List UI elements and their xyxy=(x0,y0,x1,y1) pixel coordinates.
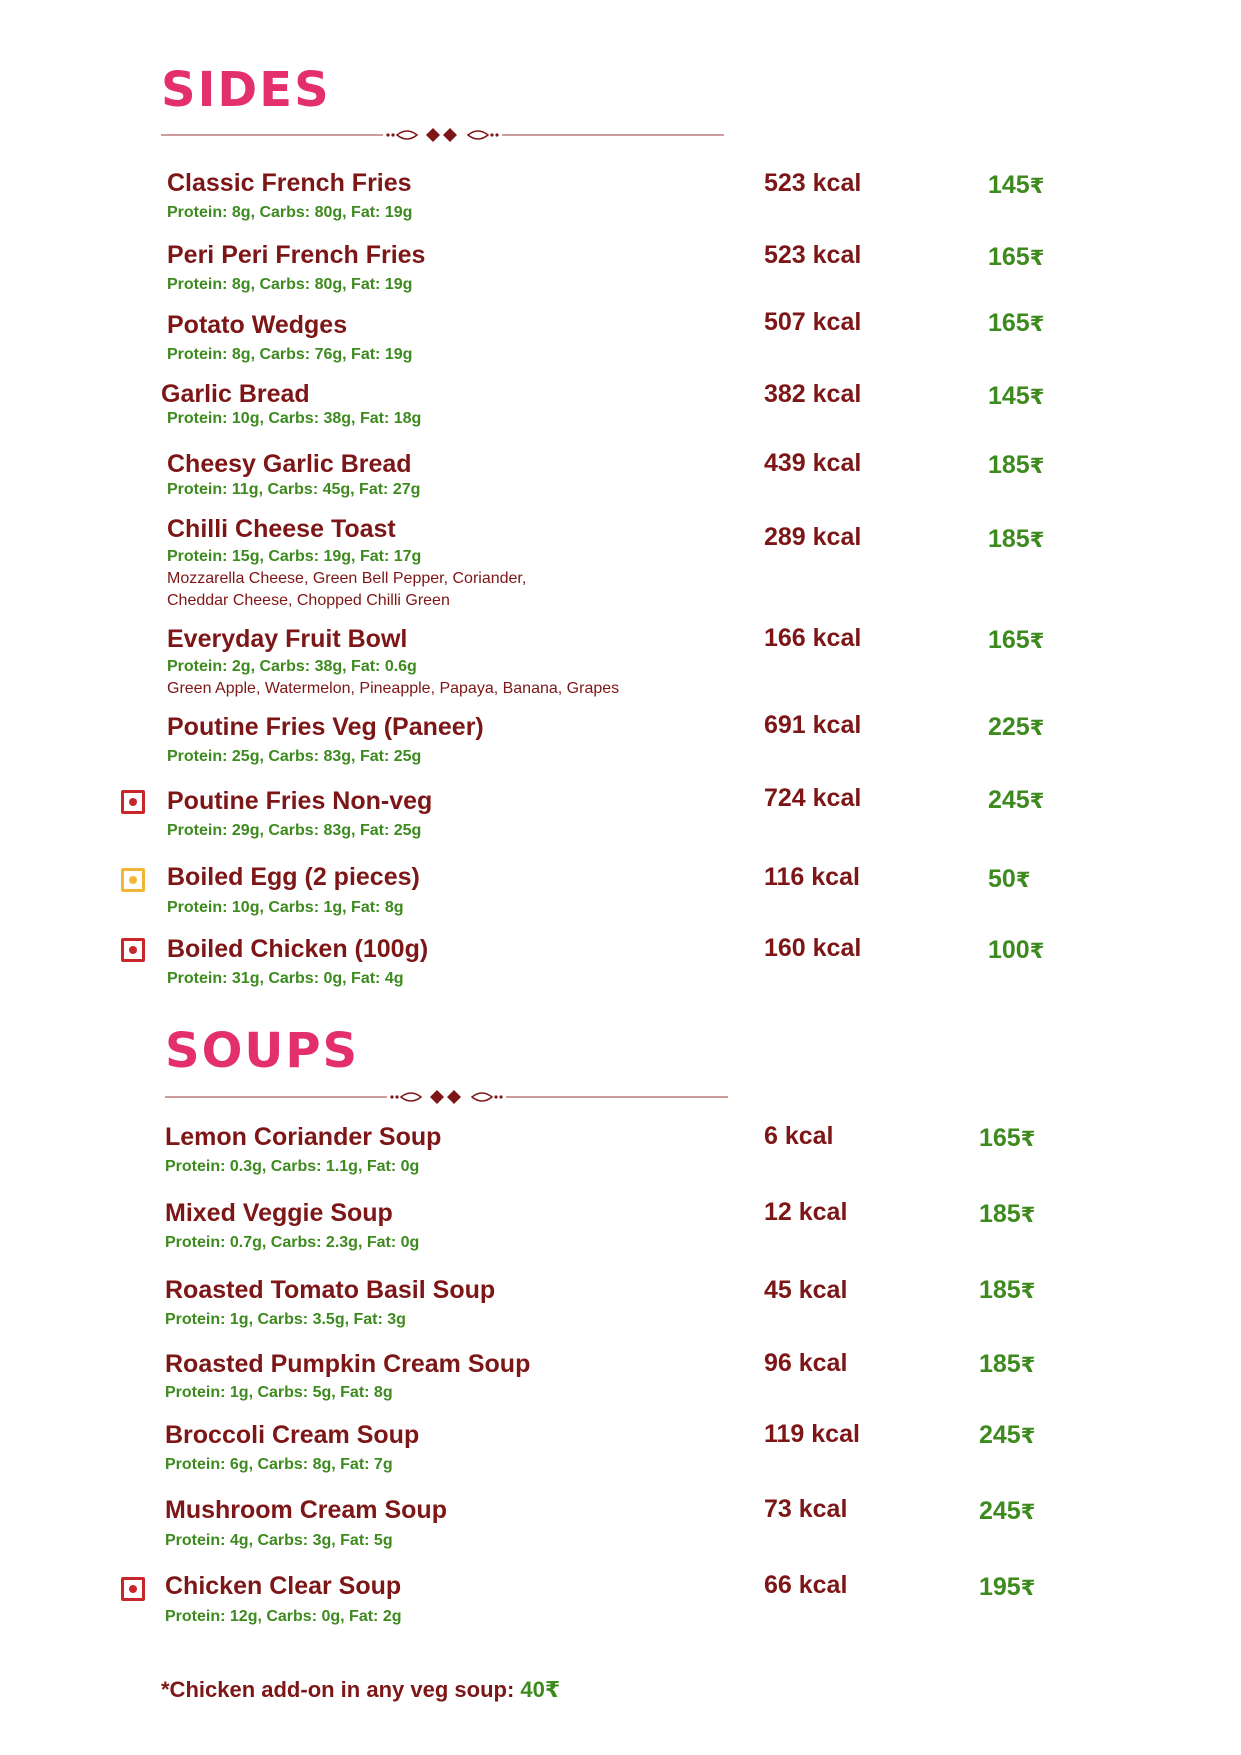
item-kcal: 523 kcal xyxy=(764,169,862,197)
item-price: 145₹ xyxy=(988,171,1045,199)
item-macros: Protein: 15g, Carbs: 19g, Fat: 17g xyxy=(167,548,422,565)
footnote-price: 40₹ xyxy=(520,1677,561,1702)
item-price: 225₹ xyxy=(988,713,1045,741)
item-name: Garlic Bread xyxy=(161,380,310,408)
item-kcal: 73 kcal xyxy=(764,1495,848,1523)
rupee-icon: ₹ xyxy=(544,1677,561,1702)
item-kcal: 116 kcal xyxy=(764,863,860,891)
chicken-addon-note xyxy=(161,1676,560,1704)
item-name: Cheesy Garlic Bread xyxy=(167,450,412,478)
item-price: 165₹ xyxy=(988,626,1045,654)
item-macros: Protein: 4g, Carbs: 3g, Fat: 5g xyxy=(165,1532,393,1549)
item-kcal: 12 kcal xyxy=(764,1198,848,1226)
item-price: 185₹ xyxy=(979,1276,1036,1304)
item-kcal: 119 kcal xyxy=(764,1420,860,1448)
item-kcal: 507 kcal xyxy=(764,308,862,336)
rupee-icon: ₹ xyxy=(1029,790,1045,813)
item-kcal: 96 kcal xyxy=(764,1349,848,1377)
rupee-icon: ₹ xyxy=(1029,247,1045,270)
item-macros: Protein: 12g, Carbs: 0g, Fat: 2g xyxy=(165,1608,402,1625)
item-name: Peri Peri French Fries xyxy=(167,241,426,269)
item-name: Everyday Fruit Bowl xyxy=(167,625,408,653)
item-macros: Protein: 0.7g, Carbs: 2.3g, Fat: 0g xyxy=(165,1234,420,1251)
item-price: 50₹ xyxy=(988,865,1031,893)
item-description: Cheddar Cheese, Chopped Chilli Green xyxy=(167,592,450,609)
item-description: Green Apple, Watermelon, Pineapple, Papaya, Banana, Grapes xyxy=(167,680,620,697)
item-name: Boiled Chicken (100g) xyxy=(167,935,429,963)
item-price: 195₹ xyxy=(979,1573,1036,1601)
rupee-icon: ₹ xyxy=(1020,1280,1036,1303)
item-price: 100₹ xyxy=(988,936,1045,964)
item-name: Roasted Tomato Basil Soup xyxy=(165,1276,496,1304)
item-price: 145₹ xyxy=(988,382,1045,410)
item-price: 245₹ xyxy=(988,786,1045,814)
item-name: Poutine Fries Veg (Paneer) xyxy=(167,713,484,741)
item-price: 185₹ xyxy=(988,525,1045,553)
item-macros: Protein: 1g, Carbs: 5g, Fat: 8g xyxy=(165,1384,393,1401)
item-macros: Protein: 0.3g, Carbs: 1.1g, Fat: 0g xyxy=(165,1158,420,1175)
item-kcal: 523 kcal xyxy=(764,241,862,269)
item-name: Chilli Cheese Toast xyxy=(167,515,396,543)
rupee-icon: ₹ xyxy=(1029,175,1045,198)
item-kcal: 724 kcal xyxy=(764,784,862,812)
egg-icon xyxy=(121,868,145,892)
item-price: 165₹ xyxy=(988,243,1045,271)
item-kcal: 160 kcal xyxy=(764,934,862,962)
non-veg-icon xyxy=(121,790,145,814)
item-kcal: 382 kcal xyxy=(764,380,862,408)
footnote-text: *Chicken add-on in any veg soup: xyxy=(161,1677,521,1702)
item-macros: Protein: 8g, Carbs: 80g, Fat: 19g xyxy=(167,276,413,293)
item-name: Lemon Coriander Soup xyxy=(165,1123,442,1151)
item-macros: Protein: 8g, Carbs: 76g, Fat: 19g xyxy=(167,346,413,363)
item-name: Mushroom Cream Soup xyxy=(165,1496,447,1524)
non-veg-icon xyxy=(121,1577,145,1601)
item-price: 165₹ xyxy=(988,309,1045,337)
item-macros: Protein: 6g, Carbs: 8g, Fat: 7g xyxy=(165,1456,393,1473)
rupee-icon: ₹ xyxy=(1029,940,1045,963)
item-kcal: 289 kcal xyxy=(764,523,862,551)
item-macros: Protein: 10g, Carbs: 38g, Fat: 18g xyxy=(167,410,422,427)
item-name: Roasted Pumpkin Cream Soup xyxy=(165,1350,531,1378)
item-price: 165₹ xyxy=(979,1124,1036,1152)
item-kcal: 691 kcal xyxy=(764,711,862,739)
item-macros: Protein: 29g, Carbs: 83g, Fat: 25g xyxy=(167,822,422,839)
soups-heading: SOUPS xyxy=(165,1023,360,1079)
rupee-icon: ₹ xyxy=(1020,1128,1036,1151)
item-price: 185₹ xyxy=(988,451,1045,479)
rupee-icon: ₹ xyxy=(1029,630,1045,653)
item-price: 185₹ xyxy=(979,1200,1036,1228)
item-kcal: 66 kcal xyxy=(764,1571,848,1599)
rupee-icon: ₹ xyxy=(1020,1577,1036,1600)
item-description: Mozzarella Cheese, Green Bell Pepper, Coriander, xyxy=(167,570,527,587)
item-name: Chicken Clear Soup xyxy=(165,1572,402,1600)
non-veg-icon xyxy=(121,938,145,962)
item-price: 185₹ xyxy=(979,1350,1036,1378)
item-macros: Protein: 25g, Carbs: 83g, Fat: 25g xyxy=(167,748,422,765)
item-macros: Protein: 11g, Carbs: 45g, Fat: 27g xyxy=(167,481,421,498)
rupee-icon: ₹ xyxy=(1015,869,1031,892)
item-macros: Protein: 31g, Carbs: 0g, Fat: 4g xyxy=(167,970,404,987)
item-macros: Protein: 1g, Carbs: 3.5g, Fat: 3g xyxy=(165,1311,406,1328)
rupee-icon: ₹ xyxy=(1020,1204,1036,1227)
item-name: Mixed Veggie Soup xyxy=(165,1199,393,1227)
item-name: Poutine Fries Non-veg xyxy=(167,787,433,815)
item-name: Boiled Egg (2 pieces) xyxy=(167,863,420,891)
item-kcal: 45 kcal xyxy=(764,1276,848,1304)
item-kcal: 439 kcal xyxy=(764,449,862,477)
item-macros: Protein: 8g, Carbs: 80g, Fat: 19g xyxy=(167,204,413,221)
ornament-divider-icon xyxy=(165,1087,728,1107)
item-price: 245₹ xyxy=(979,1421,1036,1449)
item-name: Classic French Fries xyxy=(167,169,412,197)
item-macros: Protein: 10g, Carbs: 1g, Fat: 8g xyxy=(167,899,404,916)
rupee-icon: ₹ xyxy=(1029,529,1045,552)
rupee-icon: ₹ xyxy=(1020,1425,1036,1448)
rupee-icon: ₹ xyxy=(1029,386,1045,409)
ornament-divider-icon xyxy=(161,125,724,145)
sides-heading: SIDES xyxy=(161,62,331,118)
rupee-icon: ₹ xyxy=(1029,717,1045,740)
item-macros: Protein: 2g, Carbs: 38g, Fat: 0.6g xyxy=(167,658,417,675)
rupee-icon: ₹ xyxy=(1020,1501,1036,1524)
rupee-icon: ₹ xyxy=(1029,313,1045,336)
item-name: Potato Wedges xyxy=(167,311,348,339)
item-kcal: 166 kcal xyxy=(764,624,862,652)
item-name: Broccoli Cream Soup xyxy=(165,1421,420,1449)
item-price: 245₹ xyxy=(979,1497,1036,1525)
item-kcal: 6 kcal xyxy=(764,1122,834,1150)
rupee-icon: ₹ xyxy=(1029,455,1045,478)
rupee-icon: ₹ xyxy=(1020,1354,1036,1377)
